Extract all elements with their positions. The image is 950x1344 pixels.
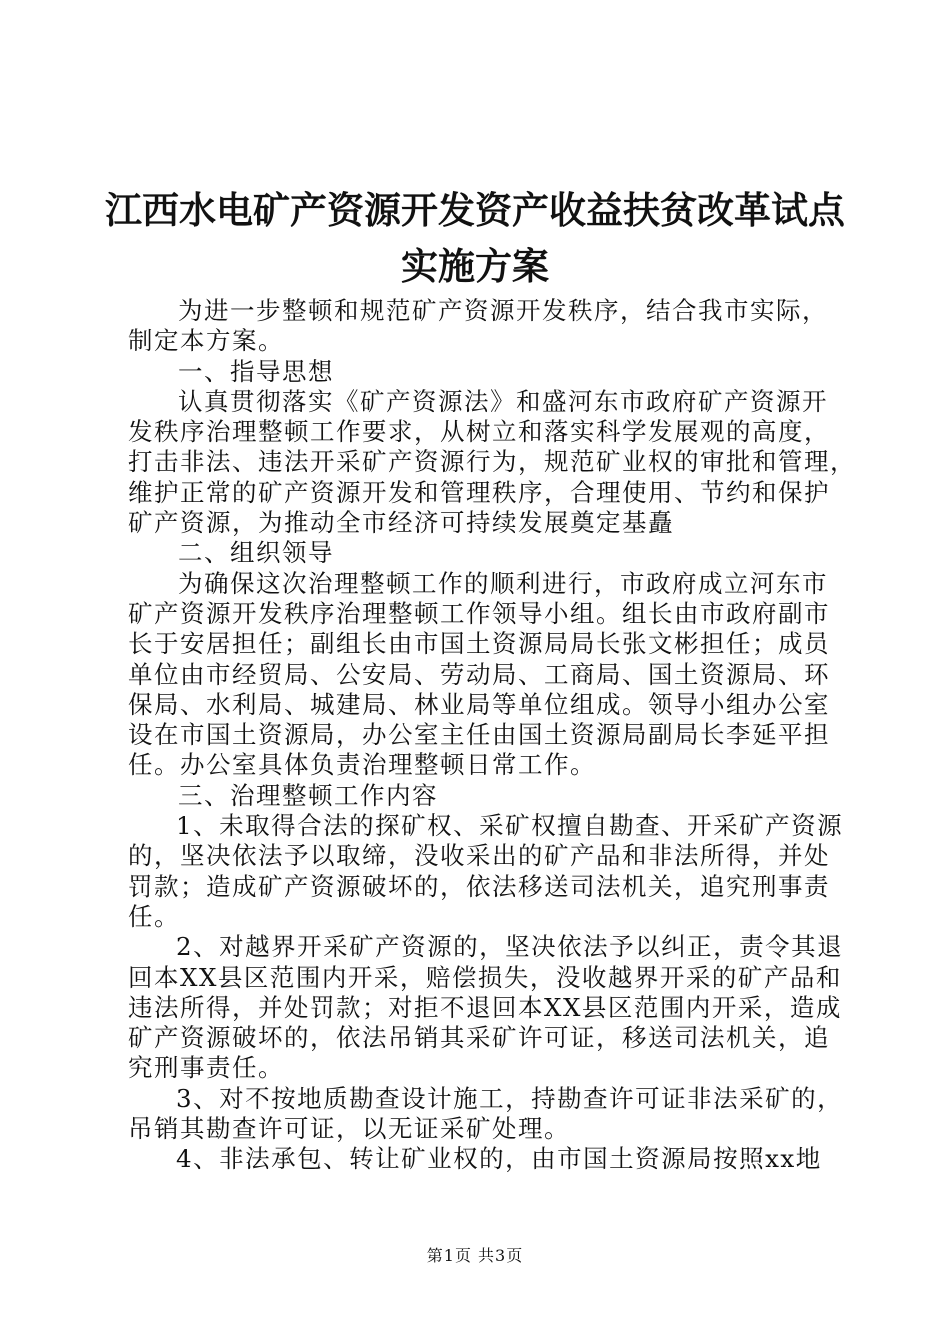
paragraph-line: 任。办公室具体负责治理整顿日常工作。 bbox=[128, 750, 596, 780]
paragraph-line: 为确保这次治理整顿工作的顺利进行，市政府成立河东市 bbox=[178, 568, 828, 598]
section-heading-work-content: 三、治理整顿工作内容 bbox=[178, 780, 438, 810]
page-number-footer: 第1页 共3页 bbox=[426, 1246, 524, 1265]
section-heading-guiding-ideology: 一、指导思想 bbox=[178, 356, 334, 386]
list-item-line: 回本XX县区范围内开采，赔偿损失，没收越界开采的矿产品和 bbox=[128, 962, 842, 992]
paragraph-line: 认真贯彻落实《矿产资源法》和盛河东市政府矿产资源开 bbox=[178, 386, 828, 416]
paragraph-line: 发秩序治理整顿工作要求，从树立和落实科学发展观的高度， bbox=[128, 417, 830, 447]
document-body bbox=[128, 296, 856, 1175]
paragraph-line: 维护正常的矿产资源开发和管理秩序，合理使用、节约和保护 bbox=[128, 477, 830, 507]
paragraph-line: 制定本方案。 bbox=[128, 326, 284, 356]
list-item-line: 4、非法承包、转让矿业权的，由市国土资源局按照xx地 bbox=[176, 1144, 822, 1174]
list-item-line: 2、对越界开采矿产资源的，坚决依法予以纠正，责令其退 bbox=[176, 932, 844, 962]
list-item-line: 3、对不按地质勘查设计施工，持勘查许可证非法采矿的， bbox=[176, 1083, 844, 1113]
list-item-line: 矿产资源破坏的，依法吊销其采矿许可证，移送司法机关，追 bbox=[128, 1023, 830, 1053]
paragraph-line: 长于安居担任；副组长由市国土资源局局长张文彬担任；成员 bbox=[128, 629, 830, 659]
paragraph-line: 单位由市经贸局、公安局、劳动局、工商局、国土资源局、环 bbox=[128, 659, 830, 689]
list-item-line: 罚款；造成矿产资源破坏的，依法移送司法机关，追究刑事责 bbox=[128, 871, 830, 901]
list-item-line: 任。 bbox=[128, 901, 180, 931]
list-item-line: 1、未取得合法的探矿权、采矿权擅自勘查、开采矿产资源 bbox=[176, 811, 844, 841]
list-item-line: 吊销其勘查许可证，以无证采矿处理。 bbox=[128, 1114, 570, 1144]
paragraph-line: 保局、水利局、城建局、林业局等单位组成。领导小组办公室 bbox=[128, 689, 830, 719]
document-title-line-2: 实施方案 bbox=[401, 244, 549, 288]
list-item-line: 究刑事责任。 bbox=[128, 1053, 284, 1083]
paragraph-line: 为进一步整顿和规范矿产资源开发秩序，结合我市实际， bbox=[178, 296, 828, 325]
paragraph-line: 矿产资源，为推动全市经济可持续发展奠定基矗 bbox=[128, 508, 674, 538]
list-item-line: 违法所得，并处罚款；对拒不退回本XX县区范围内开采，造成 bbox=[128, 992, 842, 1022]
document-title-line-1: 江西水电矿产资源开发资产收益扶贫改革试点 bbox=[105, 188, 845, 232]
list-item-line: 的，坚决依法予以取缔，没收采出的矿产品和非法所得，并处 bbox=[128, 841, 830, 871]
paragraph-line: 矿产资源开发秩序治理整顿工作领导小组。组长由市政府副市 bbox=[128, 598, 830, 628]
paragraph-line: 打击非法、违法开采矿产资源行为，规范矿业权的审批和管理， bbox=[128, 447, 856, 477]
section-heading-organization: 二、组织领导 bbox=[178, 538, 334, 568]
paragraph-line: 设在市国土资源局，办公室主任由国土资源局副局长李延平担 bbox=[128, 720, 830, 750]
